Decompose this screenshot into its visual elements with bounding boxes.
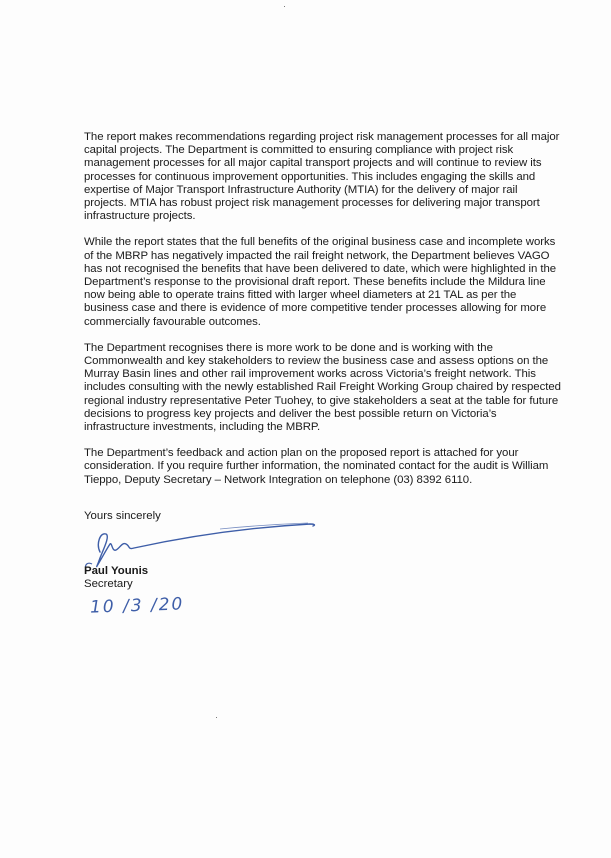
paragraph-benefits: While the report states that the full benefits of the original business case and incomplete works of the MBRP has negatively impacted the rail freight network, the Department believes VAGO has not recognised the benefits that have been delivered to date, which were highlighted in the Department’s response to the provisional draft report. These benefits include the Mildura line now being able to operate trains fitted with larger wheel diameters at 21 TAL as per the business case and there is evidence of more competitive tender processes allowing for more commercially favourable outcomes. [84,236,557,328]
scan-speck [284,6,285,7]
scan-speck [216,717,217,718]
letter-body [84,131,562,500]
paragraph-further-work: The Department recognises there is more work to be done and is working with the Commonwealth and key stakeholders to review the business case and assess options on the Murray Basin lines and other rail improvement works across Victoria’s freight network. This includes consulting with the newly established Rail Freight Working Group chaired by respected regional industry representative Peter Tuohey, to give stakeholders a seat at the table for future decisions to progress key projects and deliver the best possible return on Victoria’s infrastructure investments, including the MBRP. [84,341,561,434]
paragraph-risk-management: The report makes recommendations regarding project risk management processes for all major capital projects. The Department is committed to ensuring compliance with project risk management processes for all major capital transport projects and will continue to review its processes for continuous improvement opportunities. This includes engaging the skills and expertise of Major Transport Infrastructure Authority (MTIA) for the delivery of major rail projects. MTIA has robust project risk management processes for delivering major transport infrastructure projects. [84,131,560,223]
handwritten-date: 10 /3 /20 [89,594,185,618]
signatory-title: Secretary [84,578,133,590]
signatory-name: Paul Younis [84,565,149,577]
closing-salutation: Yours sincerely [84,510,161,522]
paragraph-contact: The Department’s feedback and action plan on the proposed report is attached for your consideration. If you require further information, the nominated contact for the audit is William Tieppo, Deputy Secretary – Network Integration on telephone (03) 8392 6110. [84,447,549,486]
